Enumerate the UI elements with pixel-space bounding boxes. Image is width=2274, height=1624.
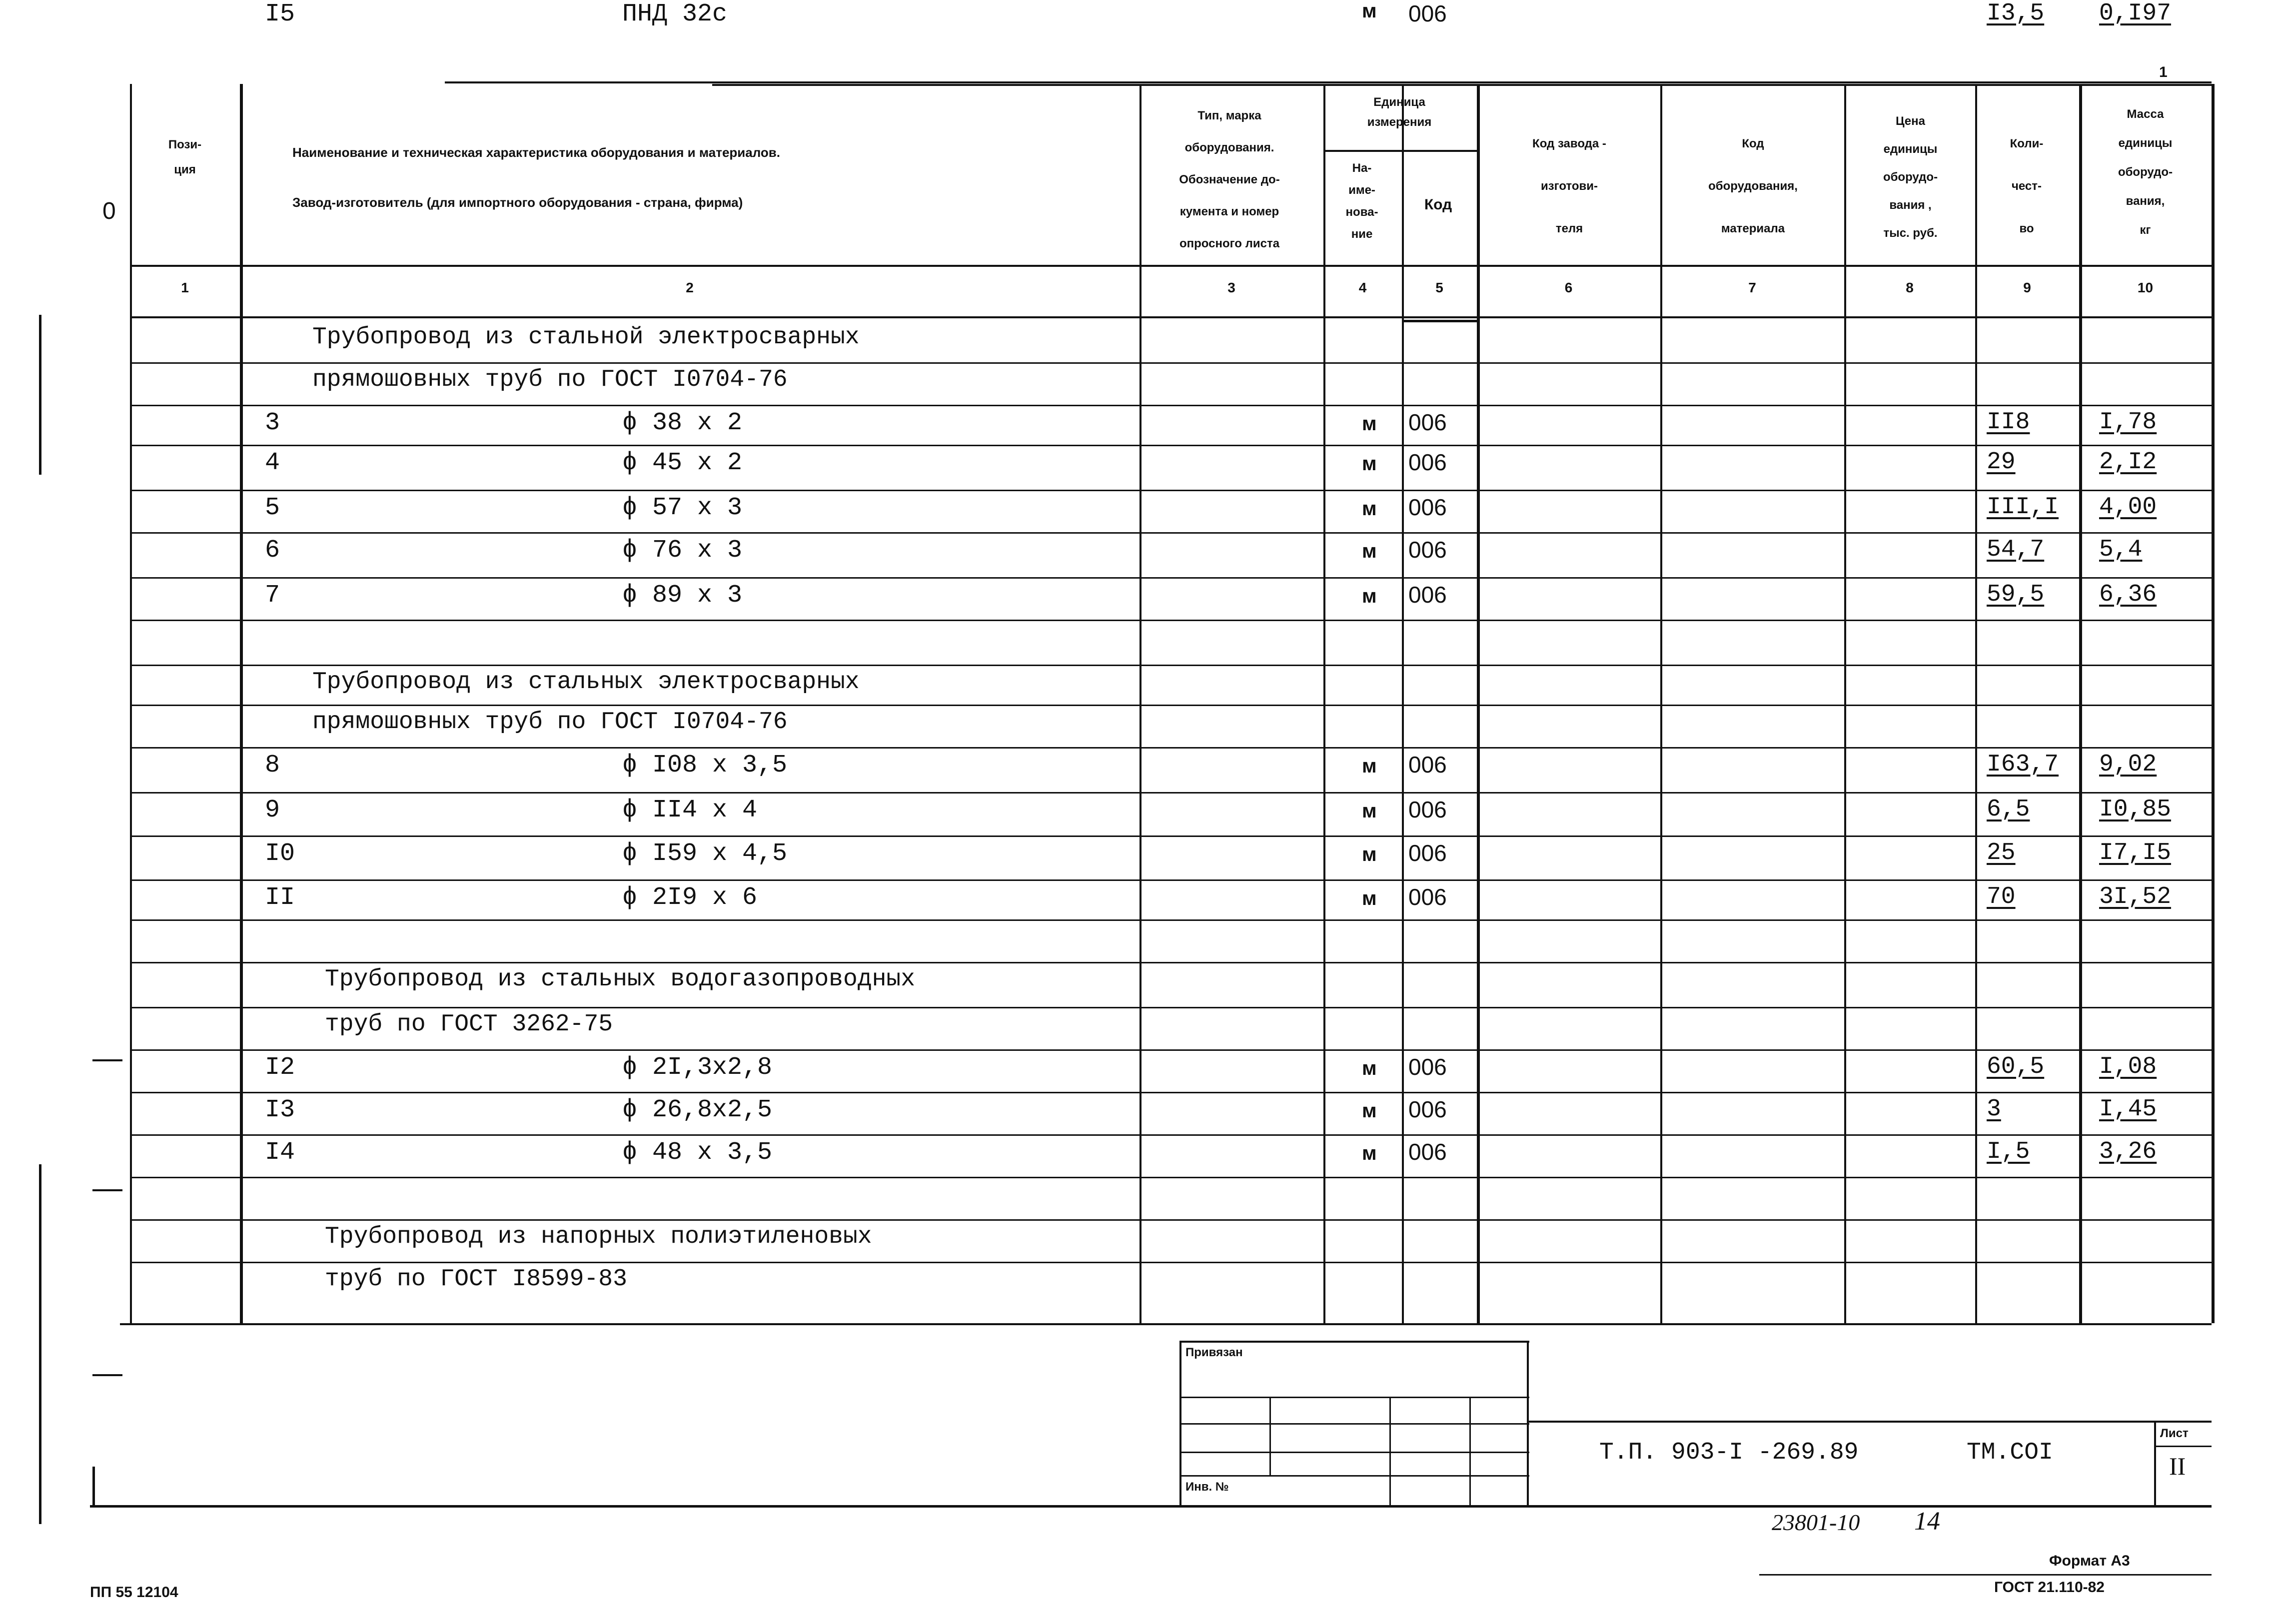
row-line <box>130 919 2212 921</box>
item-name: ϕ 38 x 2 <box>622 409 743 437</box>
item-mass: 3,26 <box>2099 1138 2157 1165</box>
item-unit-code: 006 <box>1408 1054 1447 1080</box>
row-line <box>130 1177 2212 1178</box>
item-mass: 6,36 <box>2099 581 2157 608</box>
column-number: 6 <box>1564 280 1573 295</box>
item-name: ϕ 57 x 3 <box>622 494 743 522</box>
column-number: 1 <box>181 280 189 295</box>
column-line <box>130 84 132 1323</box>
item-unit: м <box>1362 540 1377 562</box>
column-number: 9 <box>2023 280 2031 295</box>
row-line <box>130 490 2212 491</box>
item-unit: м <box>1362 843 1377 865</box>
item-position: I5 <box>265 0 295 28</box>
unit-code-border <box>1402 320 1479 322</box>
section-heading: прямошовных труб по ГОСТ I0704-76 <box>312 366 788 393</box>
item-mass: I0,85 <box>2099 796 2172 823</box>
item-mass: I,08 <box>2099 1053 2157 1080</box>
column-line <box>1139 84 1141 1323</box>
item-unit-code: 006 <box>1408 0 1447 26</box>
item-quantity: 29 <box>1987 449 2016 476</box>
stamp-doc-number: Т.П. 903-I -269.89 <box>1599 1439 1859 1466</box>
footer-handwritten-page: 14 <box>1914 1507 1940 1536</box>
row-line <box>130 1007 2212 1008</box>
header-factory-code: Код завода - изготови- теля <box>1532 137 1606 235</box>
item-quantity: 60,5 <box>1987 1053 2045 1080</box>
header-type: Тип, марка оборудования. Обозначение до- кумента и номер опросного листа <box>1179 109 1280 250</box>
row-line <box>130 705 2212 706</box>
item-quantity: I,5 <box>1987 1138 2030 1165</box>
item-mass: 9,02 <box>2099 751 2157 778</box>
column-line <box>2212 84 2215 1323</box>
item-unit: м <box>1362 0 1377 22</box>
unit-group-line <box>1323 150 1478 152</box>
item-name: ϕ II4 x 4 <box>622 796 758 824</box>
item-name: ϕ 2I,3x2,8 <box>622 1053 773 1082</box>
item-position: 8 <box>265 751 280 780</box>
item-quantity: 3 <box>1987 1096 2001 1123</box>
item-quantity: 54,7 <box>1987 536 2045 563</box>
item-quantity: 59,5 <box>1987 581 2045 608</box>
header-unit-group: Единица измерения <box>1367 95 1432 129</box>
footer-handwritten-number: 23801-10 <box>1772 1510 1860 1535</box>
column-number: 5 <box>1435 280 1443 295</box>
item-name: ϕ 45 x 2 <box>622 449 743 477</box>
row-line <box>130 1134 2212 1136</box>
item-mass: I7,I5 <box>2099 839 2172 866</box>
row-line <box>130 792 2212 794</box>
item-unit-code: 006 <box>1408 449 1447 475</box>
item-unit-code: 006 <box>1408 494 1447 520</box>
column-number: 7 <box>1748 280 1756 295</box>
item-position: I3 <box>265 1096 295 1124</box>
item-position: I2 <box>265 1053 295 1082</box>
row-line <box>130 577 2212 579</box>
row-line <box>130 1262 2212 1263</box>
item-quantity: 25 <box>1987 839 2016 866</box>
item-unit-code: 006 <box>1408 884 1447 910</box>
header-mass: Масса единицы оборудо- вания, кг <box>2118 107 2173 237</box>
stamp-privyazan: Привязан <box>1185 1346 1243 1359</box>
row-line <box>130 747 2212 749</box>
item-name: ϕ 48 x 3,5 <box>622 1138 773 1167</box>
header-unit-code: Код <box>1424 196 1452 213</box>
row-line <box>130 620 2212 621</box>
header-quantity: Коли- чест- во <box>2010 137 2044 235</box>
column-number: 8 <box>1906 280 1914 295</box>
column-line <box>1975 84 1977 1323</box>
row-line <box>130 445 2212 446</box>
item-quantity: I3,5 <box>1987 0 2045 27</box>
item-unit-code: 006 <box>1408 1139 1447 1165</box>
column-line <box>1477 84 1480 1323</box>
section-heading: Трубопровод из стальных электросварных <box>312 669 860 696</box>
section-heading: Трубопровод из стальной электросварных <box>312 324 860 351</box>
column-number: 10 <box>2137 280 2154 295</box>
item-name: ϕ 76 x 3 <box>622 536 743 565</box>
item-unit: м <box>1362 1100 1377 1122</box>
header-name: Наименование и техническая характеристика оборудования и материалов. Завод-изготовитель (для импортного оборудования - страна, фирма) <box>292 145 781 210</box>
item-name: ϕ I08 x 3,5 <box>622 751 788 780</box>
row-line <box>130 1092 2212 1093</box>
item-unit: м <box>1362 453 1377 475</box>
item-unit-code: 006 <box>1408 537 1447 563</box>
row-line <box>130 362 2212 364</box>
stamp-sheet-label: Лист <box>2160 1427 2189 1440</box>
item-mass: 3I,52 <box>2099 883 2172 910</box>
item-mass: 0,I97 <box>2099 0 2172 27</box>
column-number: 2 <box>686 280 694 295</box>
item-quantity: II8 <box>1987 409 2030 436</box>
row-line <box>130 1219 2212 1221</box>
column-line <box>1660 84 1662 1323</box>
item-unit: м <box>1362 800 1377 822</box>
footer-format: Формат А3 <box>2049 1553 2130 1569</box>
corner-mark: 1 <box>2159 64 2168 80</box>
item-name: ПНД 32с <box>622 0 728 28</box>
item-name: ϕ 89 x 3 <box>622 581 743 610</box>
item-unit: м <box>1362 413 1377 435</box>
stamp-sheet-value: II <box>2169 1452 2186 1480</box>
footer-gost: ГОСТ 21.110-82 <box>1994 1579 2105 1596</box>
item-position: 4 <box>265 449 280 477</box>
item-unit-code: 006 <box>1408 1096 1447 1122</box>
footer-print-code: ПП 55 12104 <box>90 1584 178 1601</box>
item-unit-code: 006 <box>1408 840 1447 866</box>
item-quantity: III,I <box>1987 494 2059 521</box>
section-heading: Трубопровод из напорных полиэтиленовых <box>325 1223 872 1250</box>
header-position: Пози- ция <box>168 138 202 176</box>
section-heading: труб по ГОСТ 3262-75 <box>325 1011 613 1038</box>
item-unit: м <box>1362 498 1377 520</box>
item-position: 5 <box>265 494 280 522</box>
stamp-doc-code: ТМ.COI <box>1967 1439 2053 1466</box>
item-mass: I,45 <box>2099 1096 2157 1123</box>
item-position: 9 <box>265 796 280 824</box>
column-line <box>1402 84 1404 1323</box>
row-line <box>130 1049 2212 1051</box>
item-mass: 5,4 <box>2099 536 2143 563</box>
item-quantity: I63,7 <box>1987 751 2059 778</box>
column-line <box>2079 84 2082 1323</box>
column-line <box>240 84 243 1323</box>
item-name: ϕ 26,8x2,5 <box>622 1096 773 1124</box>
item-unit-code: 006 <box>1408 409 1447 435</box>
column-line <box>1323 84 1325 1323</box>
section-heading: прямошовных труб по ГОСТ I0704-76 <box>312 709 788 736</box>
item-unit: м <box>1362 585 1377 607</box>
item-position: 3 <box>265 409 280 437</box>
item-position: I4 <box>265 1138 295 1167</box>
margin-zero-mark: 0 <box>102 198 116 224</box>
row-line <box>130 665 2212 666</box>
row-line <box>130 405 2212 406</box>
item-quantity: 6,5 <box>1987 796 2030 823</box>
header-unit-name: На- име- нова- ние <box>1345 161 1378 241</box>
item-unit-code: 006 <box>1408 797 1447 822</box>
item-mass: I,78 <box>2099 409 2157 436</box>
item-mass: 2,I2 <box>2099 449 2157 476</box>
item-position: II <box>265 883 295 912</box>
header-equipment-code: Код оборудования, материала <box>1708 137 1798 235</box>
item-mass: 4,00 <box>2099 494 2157 521</box>
item-unit-code: 006 <box>1408 582 1447 608</box>
item-name: ϕ I59 x 4,5 <box>622 839 788 868</box>
item-unit: м <box>1362 755 1377 777</box>
column-line <box>1844 84 1846 1323</box>
item-position: I0 <box>265 839 295 868</box>
row-line <box>130 879 2212 881</box>
section-heading: труб по ГОСТ I8599-83 <box>325 1266 627 1293</box>
column-number: 3 <box>1227 280 1235 295</box>
row-line <box>130 835 2212 837</box>
stamp-inv: Инв. № <box>1185 1480 1229 1494</box>
row-line <box>130 962 2212 963</box>
column-number: 4 <box>1358 280 1367 295</box>
item-unit: м <box>1362 1057 1377 1079</box>
item-unit: м <box>1362 1142 1377 1164</box>
section-heading: Трубопровод из стальных водогазопроводных <box>325 966 915 993</box>
item-position: 7 <box>265 581 280 610</box>
item-quantity: 70 <box>1987 883 2016 910</box>
header-price: Цена единицы оборудо- вания , тыс. руб. <box>1883 114 1938 240</box>
row-line <box>130 532 2212 534</box>
item-name: ϕ 2I9 x 6 <box>622 883 758 912</box>
item-position: 6 <box>265 536 280 565</box>
item-unit-code: 006 <box>1408 752 1447 778</box>
item-unit: м <box>1362 887 1377 909</box>
